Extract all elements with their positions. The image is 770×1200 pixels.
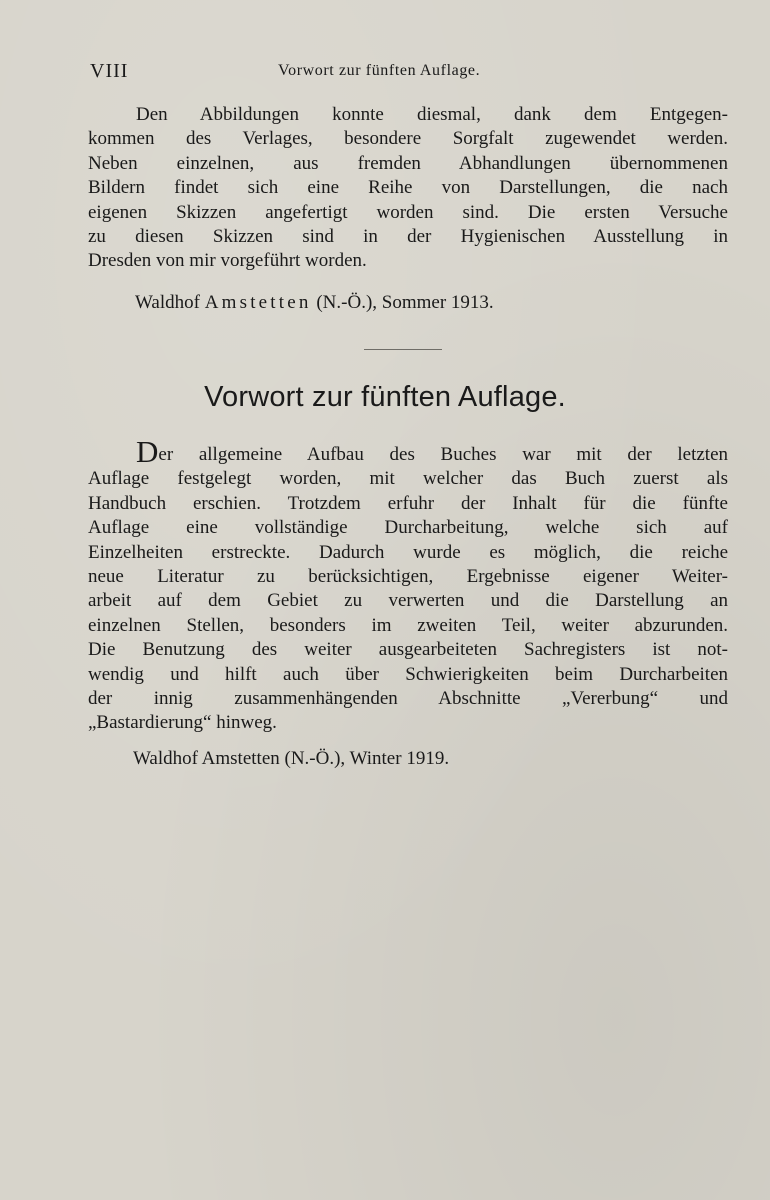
text-line: wendig und hilft auch über Schwierigkeiten beim Durcharbeiten: [88, 663, 728, 685]
section-heading: Vorwort zur fünften Auflage.: [204, 381, 566, 413]
text-line: „Bastardierung“ hinweg.: [88, 712, 277, 734]
text-line: Den Abbildungen konnte diesmal, dank dem Entgegen-: [136, 104, 728, 125]
text-line: der innig zusammenhängenden Abschnitte „Vererbung“ und: [88, 688, 728, 710]
text-line: Bildern findet sich eine Reihe von Darstellungen, die nach: [88, 177, 728, 199]
signature-spaced-name: Amstetten: [204, 292, 312, 313]
preface-5-signature: Waldhof Amstetten (N.-Ö.), Winter 1919.: [133, 748, 450, 769]
text-line: arbeit auf dem Gebiet zu verwerten und die Darstellung an: [88, 590, 728, 612]
signature-date: (N.-Ö.), Sommer 1913.: [316, 292, 494, 313]
text-line: Auflage eine vollständige Durcharbeitung, welche sich auf: [88, 517, 728, 539]
text-line: Neben einzelnen, aus fremden Abhandlungen übernommenen: [88, 152, 728, 174]
text-line: eigenen Skizzen angefertigt worden sind. Die ersten Versuche: [88, 201, 728, 223]
first-line-text: er allgemeine Aufbau des Buches war mit der letzten: [158, 444, 728, 465]
text-line: neue Literatur zu berücksichtigen, Ergebnisse eigener Weiter-: [88, 566, 728, 588]
page-header: [90, 60, 730, 86]
signature-place: Waldhof: [135, 292, 200, 313]
running-head: Vorwort zur fünften Auflage.: [278, 62, 481, 79]
text-line-first: [88, 436, 728, 467]
text-line: Einzelheiten erstreckte. Dadurch wurde es möglich, die reiche: [88, 541, 728, 563]
preface-4-paragraph: [88, 103, 728, 274]
text-line: Dresden von mir vorgeführt worden.: [88, 250, 367, 272]
drop-cap: D: [136, 434, 159, 469]
text-line: zu diesen Skizzen sind in der Hygienischen Ausstellung in: [88, 226, 728, 248]
text-line: kommen des Verlages, besondere Sorgfalt zugewendet werden.: [88, 128, 728, 150]
page-number: VIII: [90, 60, 129, 82]
section-divider: [364, 349, 442, 350]
text-line: Auflage festgelegt worden, mit welcher das Buch zuerst als: [88, 468, 728, 490]
text-line: einzelnen Stellen, besonders im zweiten Teil, weiter abzurunden.: [88, 614, 728, 636]
preface-5-paragraph: [88, 436, 728, 736]
text-line: Die Benutzung des weiter ausgearbeiteten Sachregisters ist not-: [88, 639, 728, 661]
text-line: Handbuch erschien. Trotzdem erfuhr der Inhalt für die fünfte: [88, 492, 728, 514]
preface-4-signature: [135, 292, 494, 314]
